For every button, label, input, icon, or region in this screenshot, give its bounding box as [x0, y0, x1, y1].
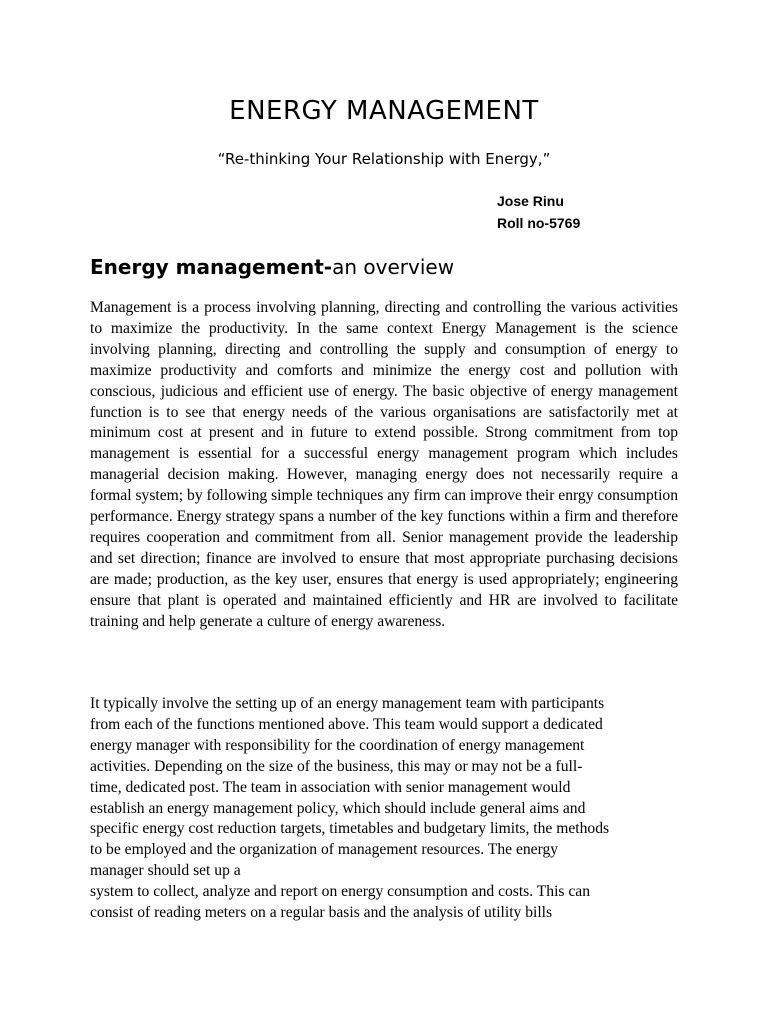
paragraph-line: from each of the functions mentioned above. This team would support a dedicated [90, 715, 603, 733]
paragraph-line: establish an energy management policy, which should include general aims and [90, 799, 586, 817]
paragraph-line: time, dedicated post. The team in association with senior management would [90, 778, 571, 796]
paragraph-line: consist of reading meters on a regular basis and the analysis of utility bills [90, 904, 553, 922]
paragraph-line: to be employed and the organization of management resources. The energy [90, 841, 559, 859]
paragraph-overview: Management is a process involving planning, directing and controlling the various activities to maximize the productivity. In the same context Energy Management is the science involving planning, directing and controlling the supply and consumption of energy to maximize productivity and comforts and minimize the energy cost and pollution with conscious, judicious and efficient use of energy. The basic objective of energy management function is to see that energy needs of the various organisations are satisfactorily met at minimum cost at present and in future to extend possible. Strong commitment from top management is essential for a successful energy management program which includes managerial decision making. However, managing energy does not necessarily require a formal system; by following simple techniques any firm can improve their enrgy consumption performance. Energy strategy spans a number of the key functions within a firm and therefore requires cooperation and commitment from all. Senior management provide the leadership and set direction; finance are involved to ensure that most appropriate purchasing decisions are made; production, as the key user, ensures that energy is used appropriately; engineering ensure that plant is operated and maintained efficiently and HR are involved to facilitate training and help generate a culture of energy awareness. [90, 299, 678, 630]
page-subtitle: “Re-thinking Your Relationship with Energy,” [217, 150, 551, 168]
section-heading [90, 255, 454, 279]
paragraph-team [90, 694, 678, 924]
page-title: ENERGY MANAGEMENT [229, 96, 539, 126]
author-name: Jose Rinu [497, 193, 564, 209]
paragraph-line: It typically involve the setting up of an energy management team with participants [90, 695, 605, 712]
roll-number: Roll no-5769 [497, 215, 581, 231]
paragraph-line: specific energy cost reduction targets, timetables and budgetary limits, the methods [90, 820, 610, 838]
author-block [497, 190, 580, 234]
paragraph-line: manager should set up a [90, 862, 241, 880]
section-heading-rest: an overview [332, 255, 455, 279]
paragraph-line: system to collect, analyze and report on energy consumption and costs. This can [90, 883, 591, 901]
paragraph-line: activities. Depending on the size of the business, this may or may not be a full- [90, 757, 583, 775]
paragraph-line: energy manager with responsibility for the coordination of energy management [90, 736, 585, 754]
section-heading-bold: Energy management- [90, 255, 333, 279]
